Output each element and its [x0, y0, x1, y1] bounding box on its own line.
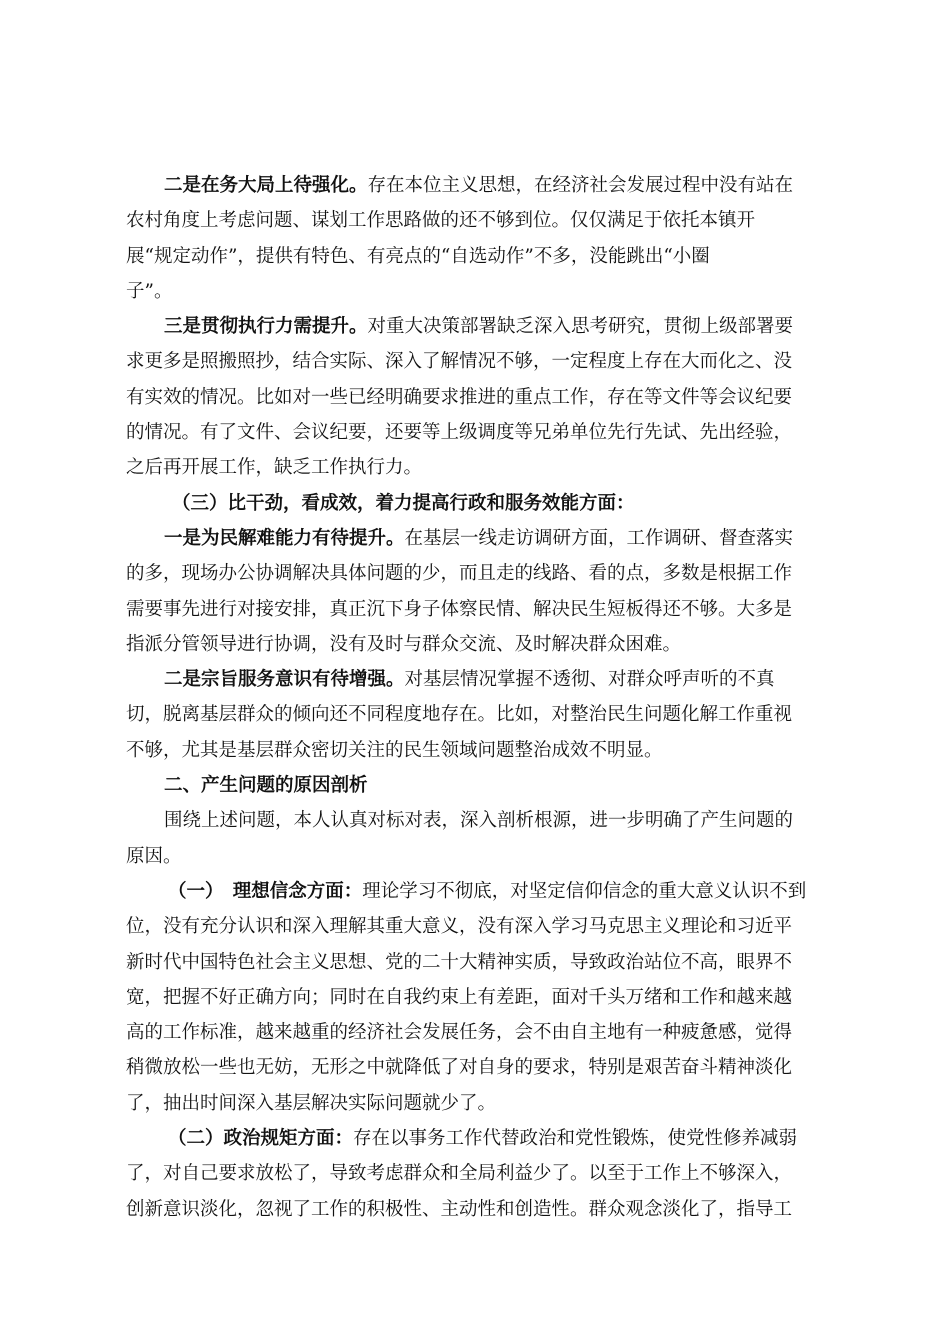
paragraph-text: 围绕上述问题，本人认真对标对表，深入剖析根源，进一步明确了产生问题的	[164, 810, 794, 832]
paragraph-text: 对重大决策部署缺乏深入思考研究，贯彻上级部署要	[367, 316, 794, 338]
paragraph-lead: （二）政治规矩方面：	[168, 1128, 354, 1150]
paragraph-text: 新时代中国特色社会主义思想、党的二十大精神实质，导致政治站位不高，眼界不	[126, 951, 793, 973]
paragraph-intro-causes	[126, 803, 826, 874]
heading-text: 二、产生问题的原因剖析	[164, 775, 368, 797]
paragraph-text: 对基层情况掌握不透彻、对群众呼声听的不真	[404, 669, 775, 691]
paragraph-execution	[126, 309, 826, 485]
paragraph-text: 不够，尤其是基层群众密切关注的民生领域问题整治成效不明显。	[126, 739, 663, 761]
paragraph-text: 指派分管领导进行协调，没有及时与群众交流、及时解决群众困难。	[126, 633, 682, 655]
paragraph-text: 稍微放松一些也无妨，无形之中就降低了对自身的要求，特别是艰苦奋斗精神淡化	[126, 1057, 793, 1079]
paragraph-political-rules	[126, 1121, 826, 1227]
heading-text: （三）比干劲，看成效，着力提高行政和服务效能方面：	[172, 492, 635, 514]
paragraph-lead: 二是宗旨服务意识有待增强。	[164, 669, 405, 691]
paragraph-text: 存在以事务工作代替政治和党性锻炼，使党性修养减弱	[353, 1128, 798, 1150]
paragraph-service-overall	[126, 168, 826, 309]
paragraph-text: 农村角度上考虑问题、谋划工作思路做的还不够到位。仅仅满足于依托本镇开	[126, 210, 756, 232]
paragraph-lead: 二是在务大局上待强化。	[164, 175, 368, 196]
paragraph-text: 位，没有充分认识和深入理解其重大意义，没有深入学习马克思主义理论和习近平	[126, 916, 793, 938]
section-heading-3	[126, 486, 826, 521]
paragraph-text: 了，对自己要求放松了，导致考虑群众和全局利益少了。以至于工作上不够深入，	[126, 1163, 793, 1185]
section-heading-2	[126, 768, 826, 803]
paragraph-text: 子”。	[126, 280, 173, 302]
paragraph-text: 高的工作标准，越来越重的经济社会发展任务，会不由自主地有一种疲惫感，觉得	[126, 1022, 793, 1044]
paragraph-lead: 一是为民解难能力有待提升。	[164, 527, 405, 549]
paragraph-ideals-beliefs	[126, 874, 826, 1121]
paragraph-text: 之后再开展工作，缺乏工作执行力。	[126, 457, 423, 479]
paragraph-text: 求更多是照搬照抄，结合实际、深入了解情况不够，一定程度上存在大而化之、没	[126, 351, 793, 373]
paragraph-text: 理论学习不彻底，对坚定信仰信念的重大意义认识不到	[362, 880, 807, 902]
paragraph-text: 切，脱离基层群众的倾向还不同程度地存在。比如，对整治民生问题化解工作重视	[126, 704, 793, 726]
document-page	[126, 168, 826, 1227]
paragraph-lead: （一） 理想信念方面：	[168, 880, 363, 902]
paragraph-service-awareness	[126, 662, 826, 768]
paragraph-text: 存在本位主义思想，在经济社会发展过程中没有站在	[367, 175, 794, 196]
paragraph-problem-solving	[126, 521, 826, 662]
paragraph-text: 创新意识淡化，忽视了工作的积极性、主动性和创造性。群众观念淡化了，指导工	[126, 1198, 793, 1220]
paragraph-lead: 三是贯彻执行力需提升。	[164, 316, 368, 338]
paragraph-text: 在基层一线走访调研方面，工作调研、督查落实	[404, 527, 794, 549]
paragraph-text: 原因。	[126, 845, 182, 867]
paragraph-text: 有实效的情况。比如对一些已经明确要求推进的重点工作，存在等文件等会议纪要	[126, 386, 793, 408]
paragraph-text: 宽，把握不好正确方向；同时在自我约束上有差距，面对千头万绪和工作和越来越	[126, 986, 793, 1008]
paragraph-text: 需要事先进行对接安排，真正沉下身子体察民情、解决民生短板得还不够。大多是	[126, 598, 793, 620]
paragraph-text: 的情况。有了文件、会议纪要，还要等上级调度等兄弟单位先行先试、先出经验，	[126, 422, 793, 444]
paragraph-text: 展“规定动作”，提供有特色、有亮点的“自选动作”不多，没能跳出“小圈	[126, 245, 710, 267]
paragraph-text: 的多，现场办公协调解决具体问题的少，而且走的线路、看的点，多数是根据工作	[126, 563, 793, 585]
paragraph-text: 了，抽出时间深入基层解决实际问题就少了。	[126, 1092, 497, 1114]
